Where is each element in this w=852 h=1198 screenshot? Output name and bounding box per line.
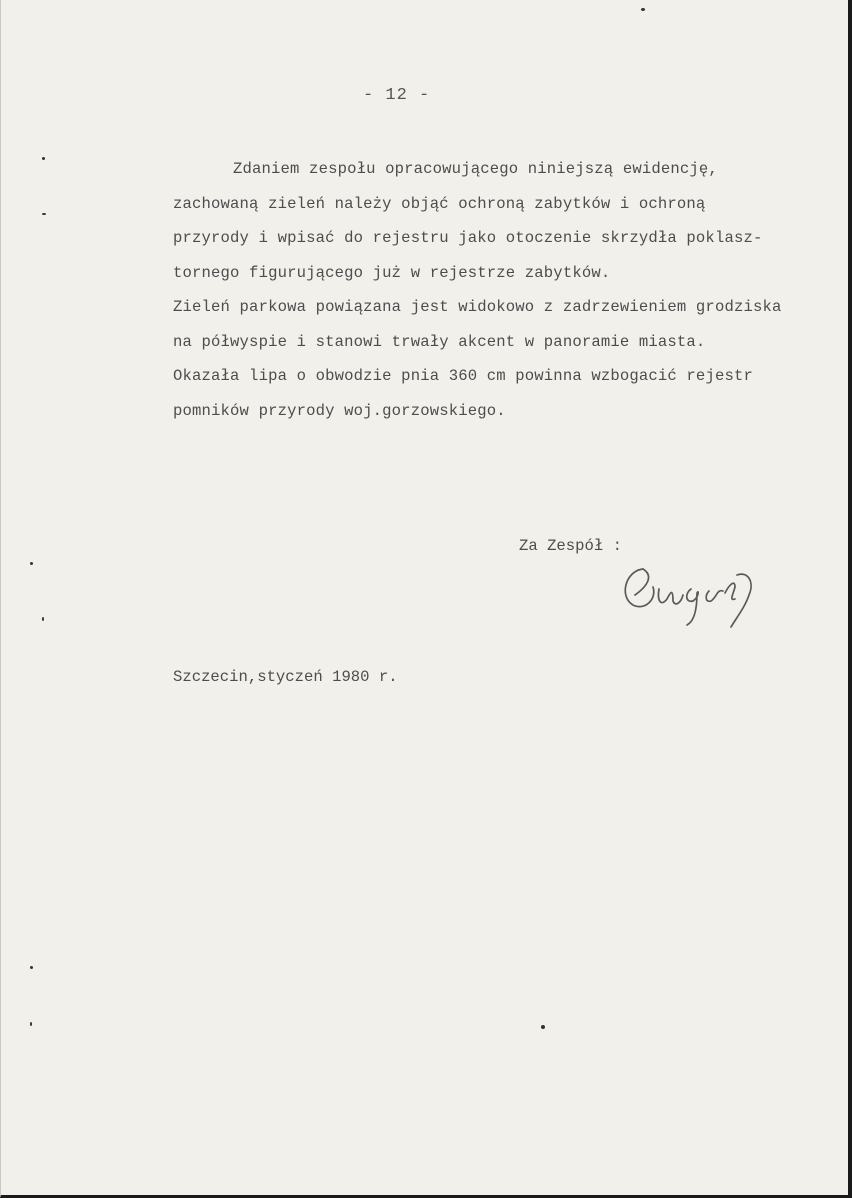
paragraph-line: zachowaną zieleń należy objąć ochroną zabytków i ochroną [173, 194, 706, 213]
scan-speck [30, 562, 33, 565]
paragraph-line: Okazała lipa o obwodzie pnia 360 cm powinna wzbogacić rejestr [173, 367, 753, 385]
scan-speck [42, 157, 45, 160]
body-paragraph [173, 156, 843, 432]
paragraph-line: na półwyspie i stanowi trwały akcent w panoramie miasta. [173, 332, 706, 351]
scan-speck [541, 1025, 545, 1029]
paragraph-line: pomników przyrody woj.gorzowskiego. [173, 401, 506, 420]
signer-label: Za Zespół : [519, 537, 622, 555]
paragraph-line: tornego figurującego już w rejestrze zabytków. [173, 263, 611, 282]
paragraph-line: Zieleń parkowa powiązana jest widokowo z zadrzewieniem grodziska [173, 298, 782, 316]
scan-speck [30, 1022, 32, 1026]
scan-speck [42, 617, 44, 621]
scan-speck [30, 966, 33, 969]
scan-speck [42, 213, 46, 215]
handwritten-signature-icon [613, 555, 783, 635]
page-number: - 12 - [363, 86, 431, 105]
paragraph-line: Zdaniem zespołu opracowującego niniejszą ewidencję, [233, 160, 718, 178]
scan-speck [641, 8, 645, 11]
paragraph-line: przyrody i wpisać do rejestru jako otoczenie skrzydła poklasz- [173, 229, 763, 247]
place-date: Szczecin,styczeń 1980 r. [173, 668, 398, 686]
